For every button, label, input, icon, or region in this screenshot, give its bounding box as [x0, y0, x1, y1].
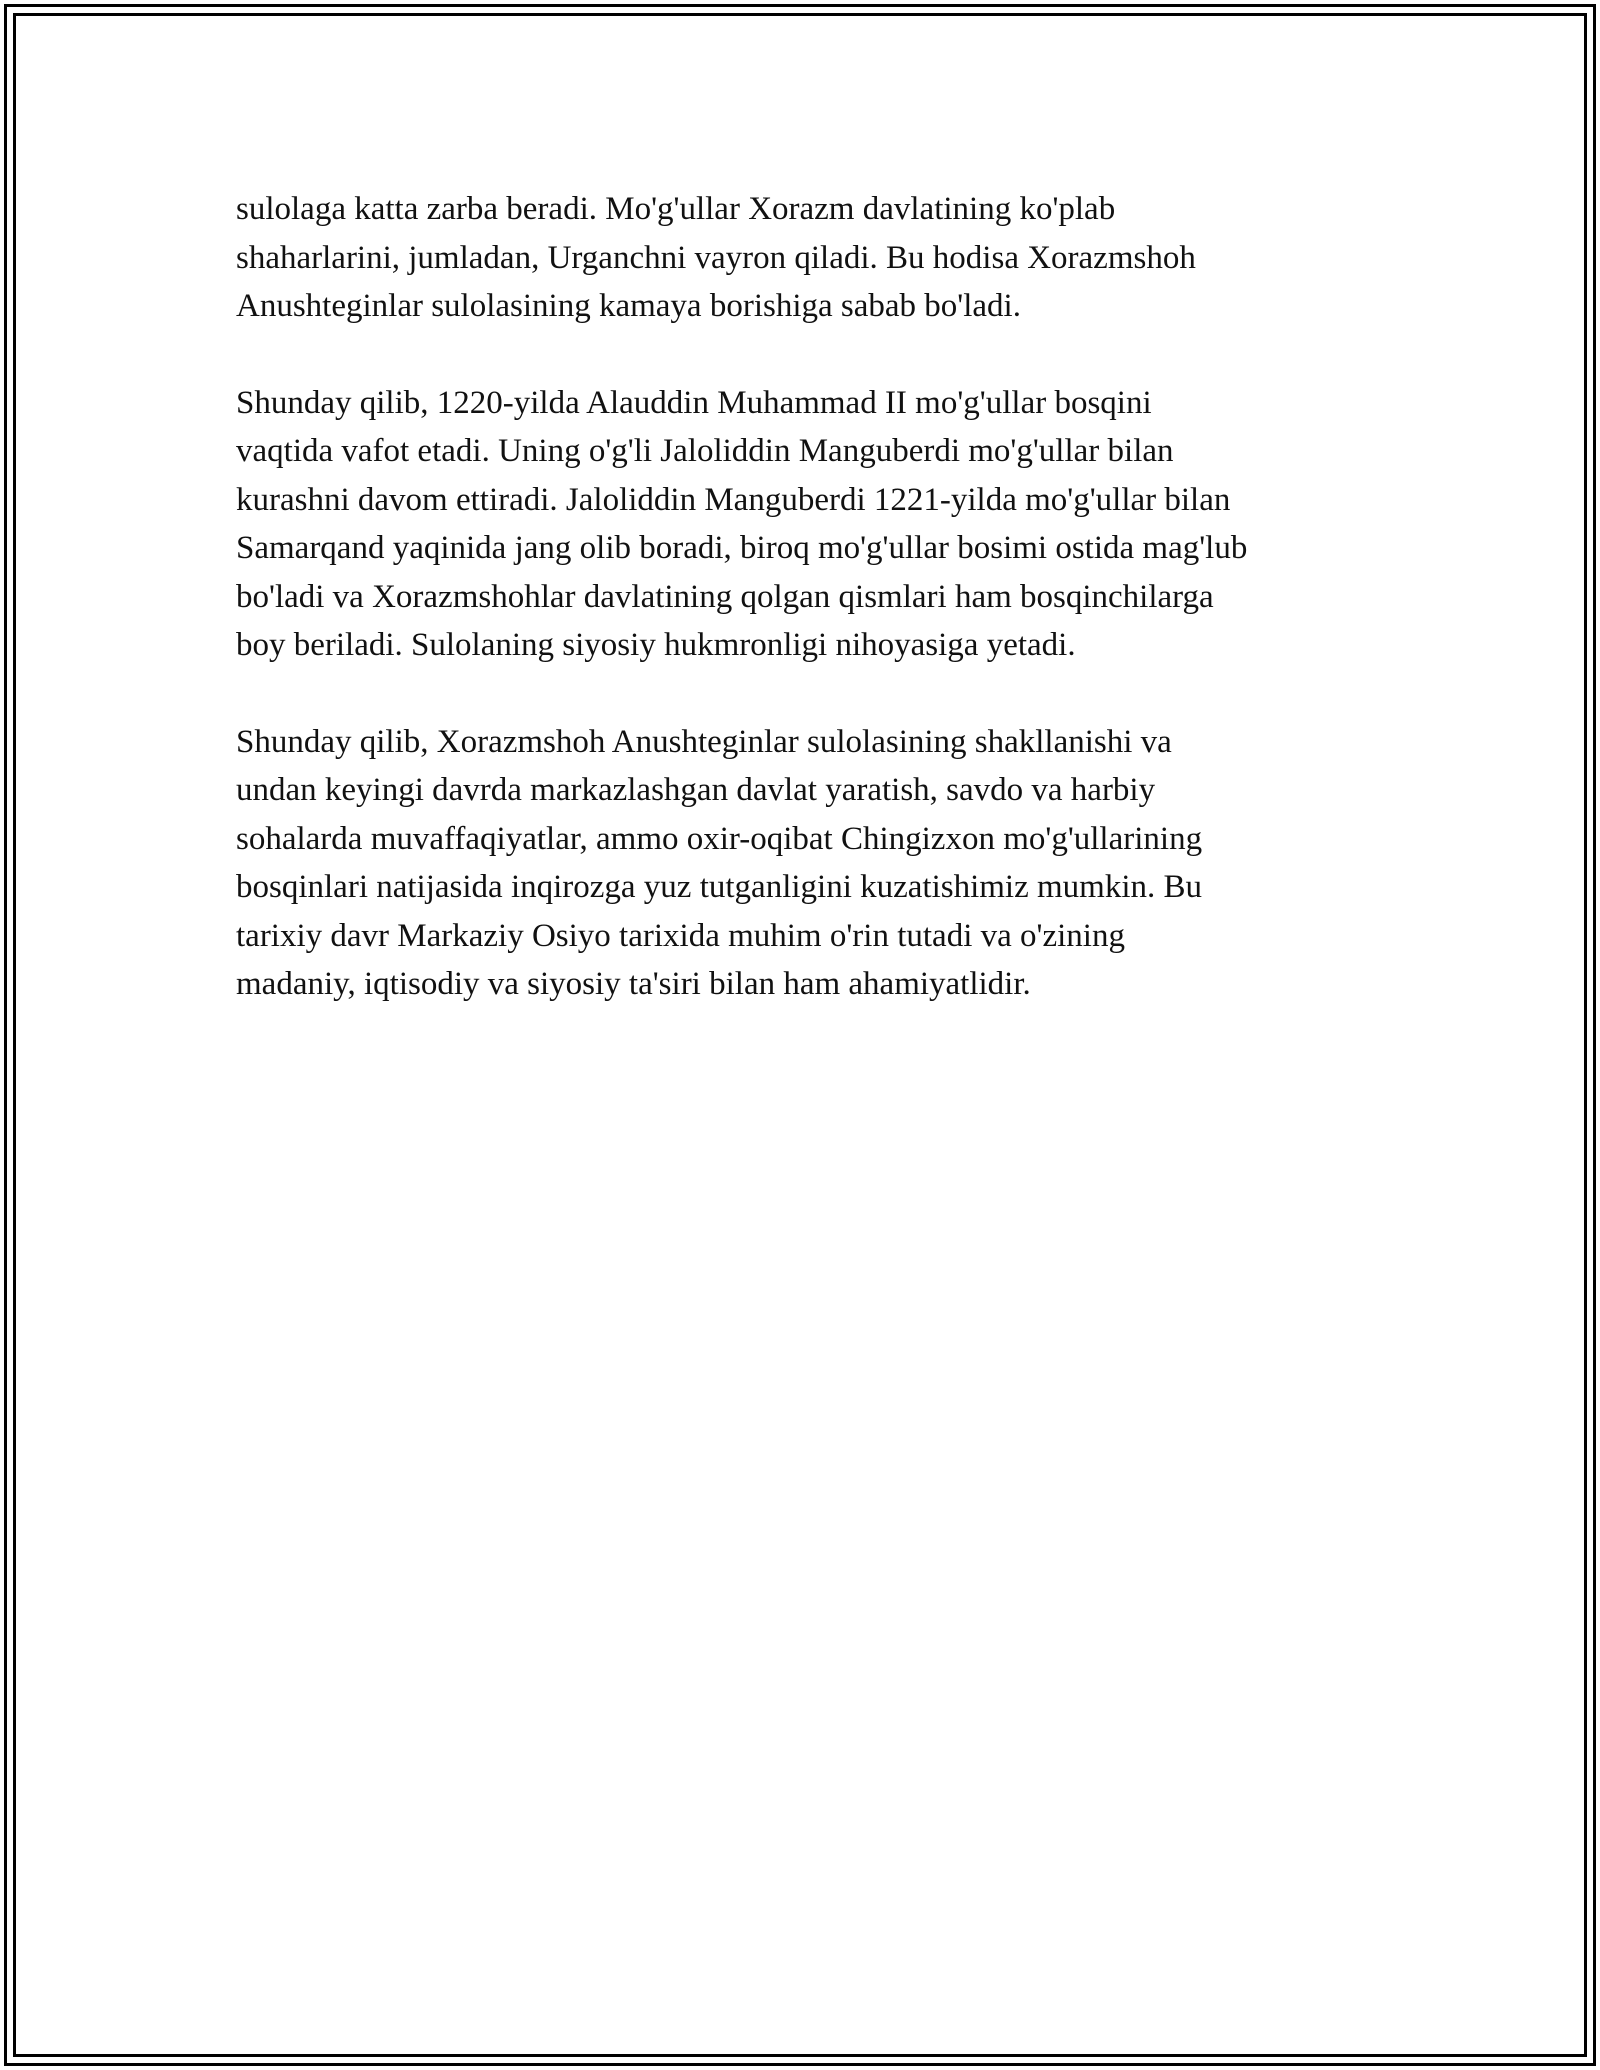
- text-line: Anushteginlar sulolasining kamaya borishiga sabab bo'ladi.: [236, 288, 1021, 324]
- text-line: bo'ladi va Xorazmshohlar davlatining qolgan qismlari ham bosqinchilarga: [236, 578, 1214, 615]
- document-body: [236, 185, 1386, 1057]
- paragraph-2: [236, 379, 1386, 670]
- text-line: Shunday qilib, Xorazmshoh Anushteginlar sulolasining shakllanishi va: [236, 723, 1172, 760]
- text-line: kurashni davom ettiradi. Jaloliddin Manguberdi 1221-yilda mo'g'ullar bilan: [236, 481, 1231, 518]
- text-line: undan keyingi davrda markazlashgan davlat yaratish, savdo va harbiy: [236, 772, 1156, 808]
- text-line: sohalarda muvaffaqiyatlar, ammo oxir-oqibat Chingizxon mo'g'ullarining: [236, 820, 1203, 857]
- text-line: shaharlarini, jumladan, Urganchni vayron qiladi. Bu hodisa Xorazmshoh: [236, 239, 1196, 276]
- text-line: Samarqand yaqinida jang olib boradi, biroq mo'g'ullar bosimi ostida mag'lub: [236, 530, 1248, 566]
- text-line: vaqtida vafot etadi. Uning o'g'li Jaloliddin Manguberdi mo'g'ullar bilan: [236, 433, 1174, 469]
- text-line: bosqinlari natijasida inqirozga yuz tutganligini kuzatishimiz mumkin. Bu: [236, 869, 1203, 905]
- text-line: tarixiy davr Markaziy Osiyo tarixida muhim o'rin tutadi va o'zining: [236, 917, 1125, 954]
- text-line: boy beriladi. Sulolaning siyosiy hukmronligi nihoyasiga yetadi.: [236, 627, 1076, 663]
- paragraph-1: [236, 185, 1386, 331]
- text-line: madaniy, iqtisodiy va siyosiy ta'siri bilan ham ahamiyatlidir.: [236, 966, 1031, 1002]
- text-line: sulolaga katta zarba beradi. Mo'g'ullar Xorazm davlatining ko'plab: [236, 191, 1116, 227]
- paragraph-3: [236, 718, 1386, 1009]
- text-line: Shunday qilib, 1220-yilda Alauddin Muhammad II mo'g'ullar bosqini: [236, 384, 1152, 421]
